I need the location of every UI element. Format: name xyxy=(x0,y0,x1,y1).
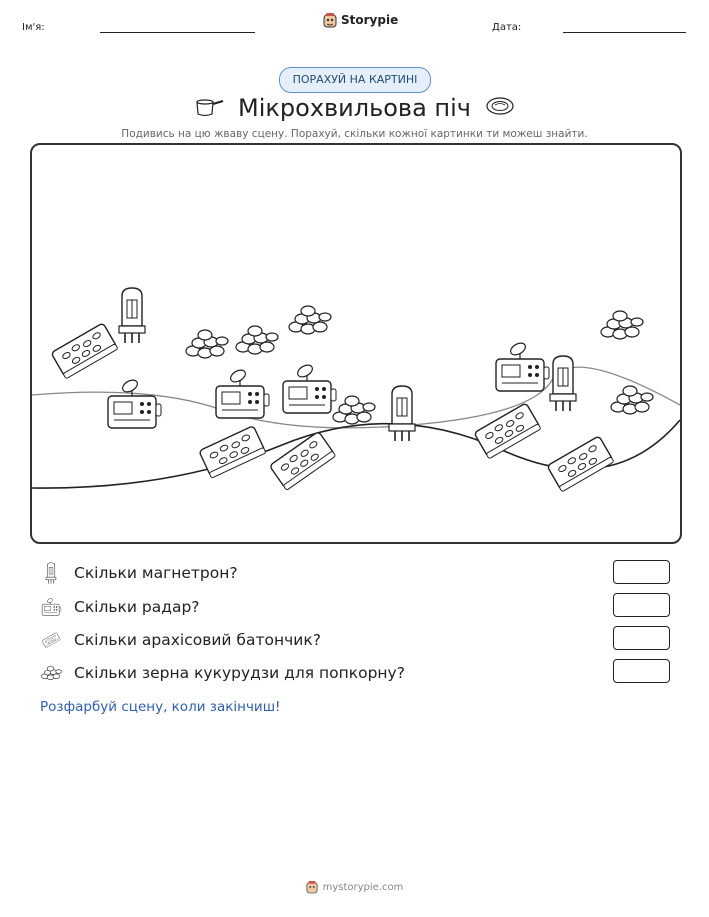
magnetron-icon xyxy=(40,562,62,584)
peanut-bar xyxy=(51,323,118,379)
date-line[interactable] xyxy=(563,32,686,33)
answer-box-peanut-bar[interactable] xyxy=(613,626,670,650)
storypie-logo-icon xyxy=(323,12,337,28)
popcorn-kernel xyxy=(601,311,643,339)
popcorn-kernel xyxy=(289,306,331,334)
footer xyxy=(0,880,709,894)
answer-box-radar[interactable] xyxy=(613,593,670,617)
magnetron xyxy=(550,356,576,411)
name-label: Ім'я: xyxy=(22,22,45,33)
question-popcorn xyxy=(40,660,405,686)
answer-box-popcorn[interactable] xyxy=(613,659,670,683)
peanut-bar xyxy=(547,436,614,492)
peanut-bar-icon xyxy=(40,629,62,651)
question-text: Скільки радар? xyxy=(74,598,200,616)
counting-scene xyxy=(30,143,682,544)
question-text: Скільки магнетрон? xyxy=(74,564,238,582)
page-subtitle: Подивись на цю жваву сцену. Порахуй, скільки кожної картинки ти можеш знайти. xyxy=(121,128,588,140)
popcorn-icon xyxy=(40,662,62,684)
answer-box-magnetron[interactable] xyxy=(613,560,670,584)
popcorn-kernel xyxy=(611,386,653,414)
radar xyxy=(216,368,269,418)
question-magnetron xyxy=(40,560,238,586)
peanut-bar xyxy=(269,431,335,490)
question-peanut-bar xyxy=(40,627,321,653)
radar xyxy=(496,341,549,391)
finish-instruction: Розфарбуй сцену, коли закінчиш! xyxy=(40,699,281,715)
footer-site[interactable]: mystorypie.com xyxy=(322,881,404,893)
question-text: Скільки зерна кукурудзи для попкорну? xyxy=(74,664,405,682)
peanut-bar xyxy=(199,426,266,479)
scene-drawing xyxy=(32,145,680,542)
question-text: Скільки арахісовий батончик? xyxy=(74,631,321,649)
radar xyxy=(108,378,161,428)
magnetron xyxy=(119,288,145,343)
magnetron xyxy=(389,386,415,441)
radar xyxy=(283,363,336,413)
page-title: Мікрохвильова піч xyxy=(238,94,471,122)
popcorn-kernel xyxy=(236,326,278,354)
date-label: Дата: xyxy=(492,22,522,33)
brand-name: Storypie xyxy=(341,13,399,27)
plate-icon xyxy=(485,95,515,117)
radar-icon xyxy=(40,596,62,618)
popcorn-kernel xyxy=(333,396,375,424)
storypie-logo-icon xyxy=(306,880,318,894)
name-line[interactable] xyxy=(100,32,255,33)
peanut-bar xyxy=(474,403,541,459)
count-badge: ПОРАХУЙ НА КАРТИНІ xyxy=(279,67,431,93)
brand-logo xyxy=(323,12,398,28)
popcorn-kernel xyxy=(186,330,228,358)
question-radar xyxy=(40,594,200,620)
